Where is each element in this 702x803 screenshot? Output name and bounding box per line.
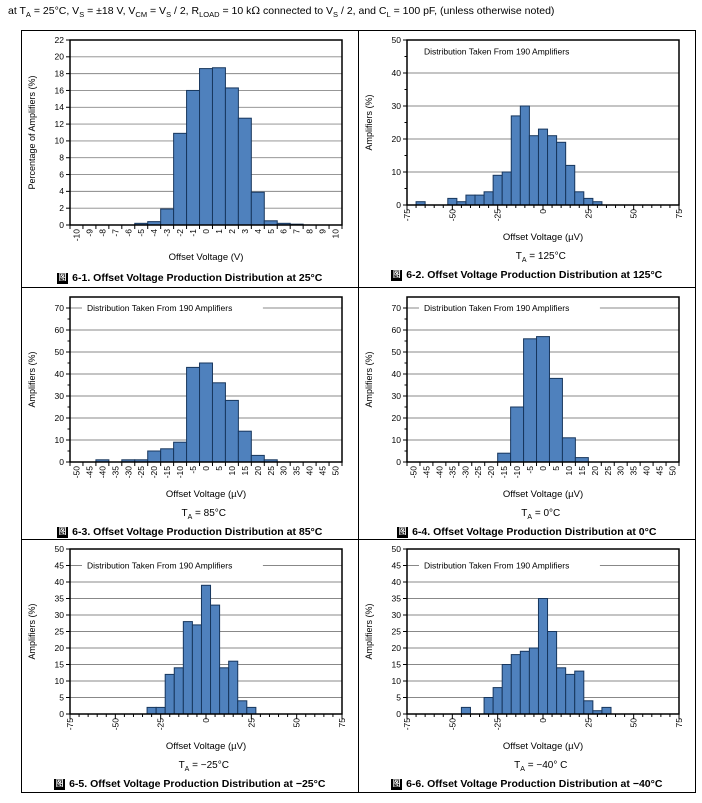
svg-text:-30: -30 bbox=[123, 466, 134, 479]
svg-text:50: 50 bbox=[330, 466, 341, 476]
svg-text:8: 8 bbox=[59, 152, 64, 163]
svg-text:Amplifiers (%): Amplifiers (%) bbox=[363, 351, 374, 408]
svg-text:-30: -30 bbox=[460, 466, 471, 479]
svg-text:45: 45 bbox=[54, 560, 64, 571]
svg-text:15: 15 bbox=[54, 659, 64, 670]
svg-text:25: 25 bbox=[54, 626, 64, 637]
svg-text:5: 5 bbox=[265, 229, 276, 234]
svg-text:10: 10 bbox=[391, 434, 401, 445]
svg-text:-25: -25 bbox=[135, 466, 146, 479]
svg-text:-15: -15 bbox=[161, 466, 172, 479]
svg-text:Amplifiers (%): Amplifiers (%) bbox=[26, 603, 37, 660]
svg-text:25: 25 bbox=[583, 209, 594, 219]
figure-icon: 图 bbox=[398, 527, 407, 536]
svg-text:Distribution Taken From 190 Am: Distribution Taken From 190 Amplifiers bbox=[423, 303, 570, 313]
svg-text:10: 10 bbox=[54, 675, 64, 686]
svg-text:-20: -20 bbox=[485, 466, 496, 479]
svg-text:20: 20 bbox=[391, 412, 401, 423]
svg-text:12: 12 bbox=[54, 118, 64, 129]
svg-text:-20: -20 bbox=[148, 466, 159, 479]
svg-text:6: 6 bbox=[278, 229, 289, 234]
svg-text:25: 25 bbox=[391, 626, 401, 637]
svg-text:40: 40 bbox=[391, 368, 401, 379]
svg-text:0: 0 bbox=[537, 209, 548, 214]
svg-text:40: 40 bbox=[391, 576, 401, 587]
figure-6-1-cell bbox=[22, 31, 359, 288]
svg-text:0: 0 bbox=[59, 219, 64, 230]
svg-text:0: 0 bbox=[59, 708, 64, 719]
figure-icon: 图 bbox=[392, 270, 401, 279]
chart-6-1-histogram bbox=[24, 33, 356, 270]
chart-6-6-histogram bbox=[361, 542, 693, 759]
svg-text:-75: -75 bbox=[64, 718, 75, 731]
svg-text:40: 40 bbox=[641, 466, 652, 476]
figure-6-5-cell bbox=[22, 540, 359, 792]
svg-text:45: 45 bbox=[654, 466, 665, 476]
svg-text:60: 60 bbox=[54, 324, 64, 335]
svg-text:-50: -50 bbox=[71, 466, 82, 479]
svg-text:5: 5 bbox=[213, 466, 224, 471]
svg-text:75: 75 bbox=[673, 718, 684, 728]
svg-text:45: 45 bbox=[391, 560, 401, 571]
figure-6-2-caption bbox=[391, 269, 662, 288]
figure-caption-text: 6-1. Offset Voltage Production Distribution at 25°C bbox=[72, 272, 323, 284]
svg-text:60: 60 bbox=[391, 324, 401, 335]
svg-text:0: 0 bbox=[200, 466, 211, 471]
figure-icon: 图 bbox=[55, 779, 64, 788]
svg-text:-10: -10 bbox=[511, 466, 522, 479]
svg-text:50: 50 bbox=[391, 346, 401, 357]
svg-text:20: 20 bbox=[54, 642, 64, 653]
svg-text:0: 0 bbox=[200, 718, 211, 723]
svg-text:5: 5 bbox=[396, 692, 401, 703]
figure-6-6-cell bbox=[359, 540, 696, 792]
svg-text:20: 20 bbox=[391, 642, 401, 653]
svg-text:20: 20 bbox=[252, 466, 263, 476]
svg-text:10: 10 bbox=[54, 434, 64, 445]
chart-6-3-subcaption: $T_A = 85^\circ C$ bbox=[181, 508, 227, 521]
svg-text:Amplifiers (%): Amplifiers (%) bbox=[363, 94, 374, 151]
svg-text:50: 50 bbox=[667, 466, 678, 476]
svg-text:Amplifiers (%): Amplifiers (%) bbox=[363, 603, 374, 660]
svg-text:0: 0 bbox=[200, 229, 211, 234]
svg-text:50: 50 bbox=[628, 718, 639, 728]
svg-text:-50: -50 bbox=[447, 209, 458, 222]
svg-text:-1: -1 bbox=[187, 229, 198, 237]
svg-text:40: 40 bbox=[54, 576, 64, 587]
svg-text:-5: -5 bbox=[524, 466, 535, 474]
svg-text:10: 10 bbox=[54, 135, 64, 146]
svg-text:-50: -50 bbox=[110, 718, 121, 731]
chart-6-3-histogram bbox=[24, 290, 356, 507]
svg-text:25: 25 bbox=[246, 718, 257, 728]
svg-text:Distribution Taken From 190 Am: Distribution Taken From 190 Amplifiers bbox=[86, 560, 233, 571]
svg-text:16: 16 bbox=[54, 85, 64, 96]
svg-text:-15: -15 bbox=[498, 466, 509, 479]
figure-icon: 图 bbox=[392, 779, 401, 788]
svg-text:Offset Voltage (µV): Offset Voltage (µV) bbox=[502, 232, 583, 243]
svg-text:10: 10 bbox=[226, 466, 237, 476]
svg-text:30: 30 bbox=[615, 466, 626, 476]
chart-6-5-subcaption: $T_A = -25^\circ C$ bbox=[178, 760, 229, 773]
svg-text:-45: -45 bbox=[421, 466, 432, 479]
svg-text:35: 35 bbox=[391, 593, 401, 604]
svg-text:Distribution Taken From 190 Am: Distribution Taken From 190 Amplifiers bbox=[423, 46, 570, 57]
svg-text:45: 45 bbox=[317, 466, 328, 476]
chart-6-5-histogram bbox=[24, 542, 356, 759]
svg-text:-4: -4 bbox=[148, 229, 159, 237]
test-conditions-header: at $T_A = 25^\circ C$, $V_S = \pm 18$ V, $V_{CM} = V_S / 2$, $R_{LOAD} = 10$ kΩ connected to $V_S / 2$, and $C_L = 100$ pF, (unless otherwise noted) bbox=[8, 5, 555, 20]
svg-text:20: 20 bbox=[54, 51, 64, 62]
svg-text:-25: -25 bbox=[492, 209, 503, 222]
svg-text:25: 25 bbox=[265, 466, 276, 476]
svg-text:8: 8 bbox=[304, 229, 315, 234]
svg-text:14: 14 bbox=[54, 102, 64, 113]
svg-text:25: 25 bbox=[583, 718, 594, 728]
svg-text:75: 75 bbox=[673, 209, 684, 219]
figure-6-5-caption bbox=[54, 778, 325, 792]
svg-text:70: 70 bbox=[391, 302, 401, 313]
svg-text:-10: -10 bbox=[174, 466, 185, 479]
svg-text:15: 15 bbox=[576, 466, 587, 476]
svg-text:-25: -25 bbox=[492, 718, 503, 731]
svg-text:1: 1 bbox=[213, 229, 224, 234]
chart-6-2-subcaption: $T_A = 125^\circ C$ bbox=[515, 251, 566, 264]
svg-text:-25: -25 bbox=[472, 466, 483, 479]
svg-text:Offset Voltage (V): Offset Voltage (V) bbox=[168, 252, 244, 263]
svg-text:-10: -10 bbox=[71, 229, 82, 242]
svg-text:2: 2 bbox=[226, 229, 237, 234]
svg-text:-5: -5 bbox=[135, 229, 146, 237]
svg-text:70: 70 bbox=[54, 302, 64, 313]
svg-text:15: 15 bbox=[239, 466, 250, 476]
figure-caption-text: 6-4. Offset Voltage Production Distribution at 0°C bbox=[412, 526, 657, 538]
svg-text:Offset Voltage (µV): Offset Voltage (µV) bbox=[165, 489, 246, 500]
svg-text:Amplifiers (%): Amplifiers (%) bbox=[26, 351, 37, 408]
svg-text:0: 0 bbox=[537, 466, 548, 471]
svg-text:0: 0 bbox=[396, 456, 401, 467]
svg-text:40: 40 bbox=[391, 67, 401, 78]
svg-text:-50: -50 bbox=[447, 718, 458, 731]
svg-text:35: 35 bbox=[291, 466, 302, 476]
figure-caption-text: 6-5. Offset Voltage Production Distribution at −25°C bbox=[69, 778, 326, 790]
svg-text:10: 10 bbox=[391, 675, 401, 686]
svg-text:Percentage of Amplifiers (%): Percentage of Amplifiers (%) bbox=[26, 75, 37, 190]
svg-text:-5: -5 bbox=[187, 466, 198, 474]
svg-text:6: 6 bbox=[59, 169, 64, 180]
svg-text:Offset Voltage (µV): Offset Voltage (µV) bbox=[502, 741, 583, 752]
figure-6-2-cell bbox=[359, 31, 696, 288]
chart-6-2-histogram bbox=[361, 33, 693, 250]
svg-text:20: 20 bbox=[391, 133, 401, 144]
figure-6-6-caption bbox=[391, 778, 662, 792]
svg-text:30: 30 bbox=[278, 466, 289, 476]
svg-text:4: 4 bbox=[252, 229, 263, 234]
chart-6-4-histogram bbox=[361, 290, 693, 507]
svg-text:4: 4 bbox=[59, 186, 64, 197]
svg-text:-8: -8 bbox=[97, 229, 108, 237]
figure-6-1-caption bbox=[57, 272, 322, 288]
svg-text:50: 50 bbox=[54, 346, 64, 357]
figure-caption-text: 6-6. Offset Voltage Production Distribution at −40°C bbox=[406, 778, 663, 790]
svg-text:0: 0 bbox=[396, 199, 401, 210]
svg-text:7: 7 bbox=[291, 229, 302, 234]
svg-text:25: 25 bbox=[602, 466, 613, 476]
figure-caption-text: 6-3. Offset Voltage Production Distribution at 85°C bbox=[72, 526, 323, 538]
figure-icon: 图 bbox=[58, 273, 67, 282]
svg-text:-7: -7 bbox=[110, 229, 121, 237]
svg-text:30: 30 bbox=[54, 390, 64, 401]
svg-text:50: 50 bbox=[628, 209, 639, 219]
figure-6-3-caption bbox=[57, 526, 322, 540]
svg-text:75: 75 bbox=[336, 718, 347, 728]
chart-6-4-subcaption: $T_A = 0^\circ C$ bbox=[521, 508, 561, 521]
svg-text:-3: -3 bbox=[161, 229, 172, 237]
svg-text:30: 30 bbox=[391, 100, 401, 111]
svg-text:50: 50 bbox=[54, 543, 64, 554]
svg-text:22: 22 bbox=[54, 34, 64, 45]
figure-caption-text: 6-2. Offset Voltage Production Distribution at 125°C bbox=[406, 269, 663, 281]
svg-text:30: 30 bbox=[54, 609, 64, 620]
svg-text:Offset Voltage (µV): Offset Voltage (µV) bbox=[165, 741, 246, 752]
svg-text:35: 35 bbox=[54, 593, 64, 604]
svg-text:20: 20 bbox=[589, 466, 600, 476]
svg-text:15: 15 bbox=[391, 659, 401, 670]
svg-text:-2: -2 bbox=[174, 229, 185, 237]
svg-text:2: 2 bbox=[59, 202, 64, 213]
svg-text:40: 40 bbox=[304, 466, 315, 476]
svg-text:50: 50 bbox=[291, 718, 302, 728]
svg-text:-35: -35 bbox=[447, 466, 458, 479]
svg-text:-75: -75 bbox=[401, 718, 412, 731]
svg-text:-75: -75 bbox=[401, 209, 412, 222]
svg-text:-9: -9 bbox=[84, 229, 95, 237]
svg-text:30: 30 bbox=[391, 609, 401, 620]
figure-grid bbox=[21, 30, 696, 793]
svg-text:-50: -50 bbox=[408, 466, 419, 479]
svg-text:20: 20 bbox=[54, 412, 64, 423]
svg-text:-6: -6 bbox=[123, 229, 134, 237]
svg-text:-25: -25 bbox=[155, 718, 166, 731]
chart-6-6-subcaption: $T_A = -40^\circ$ C bbox=[514, 760, 568, 773]
svg-text:-45: -45 bbox=[84, 466, 95, 479]
svg-text:50: 50 bbox=[391, 34, 401, 45]
figure-6-4-caption bbox=[397, 526, 656, 540]
svg-text:10: 10 bbox=[563, 466, 574, 476]
svg-text:50: 50 bbox=[391, 543, 401, 554]
svg-text:18: 18 bbox=[54, 68, 64, 79]
svg-text:-40: -40 bbox=[97, 466, 108, 479]
svg-text:Distribution Taken From 190 Am: Distribution Taken From 190 Amplifiers bbox=[86, 303, 233, 313]
svg-text:10: 10 bbox=[330, 229, 341, 239]
svg-text:-40: -40 bbox=[434, 466, 445, 479]
svg-text:5: 5 bbox=[59, 692, 64, 703]
svg-text:35: 35 bbox=[628, 466, 639, 476]
svg-text:40: 40 bbox=[54, 368, 64, 379]
svg-text:Offset Voltage (µV): Offset Voltage (µV) bbox=[502, 489, 583, 500]
svg-text:0: 0 bbox=[537, 718, 548, 723]
svg-text:10: 10 bbox=[391, 166, 401, 177]
figure-icon: 图 bbox=[58, 527, 67, 536]
svg-text:9: 9 bbox=[317, 229, 328, 234]
svg-text:3: 3 bbox=[239, 229, 250, 234]
svg-text:Distribution Taken From 190 Am: Distribution Taken From 190 Amplifiers bbox=[423, 560, 570, 571]
svg-text:5: 5 bbox=[550, 466, 561, 471]
svg-text:0: 0 bbox=[396, 708, 401, 719]
svg-text:0: 0 bbox=[59, 456, 64, 467]
figure-6-4-cell bbox=[359, 288, 696, 540]
svg-text:-35: -35 bbox=[110, 466, 121, 479]
svg-text:30: 30 bbox=[391, 390, 401, 401]
figure-6-3-cell bbox=[22, 288, 359, 540]
